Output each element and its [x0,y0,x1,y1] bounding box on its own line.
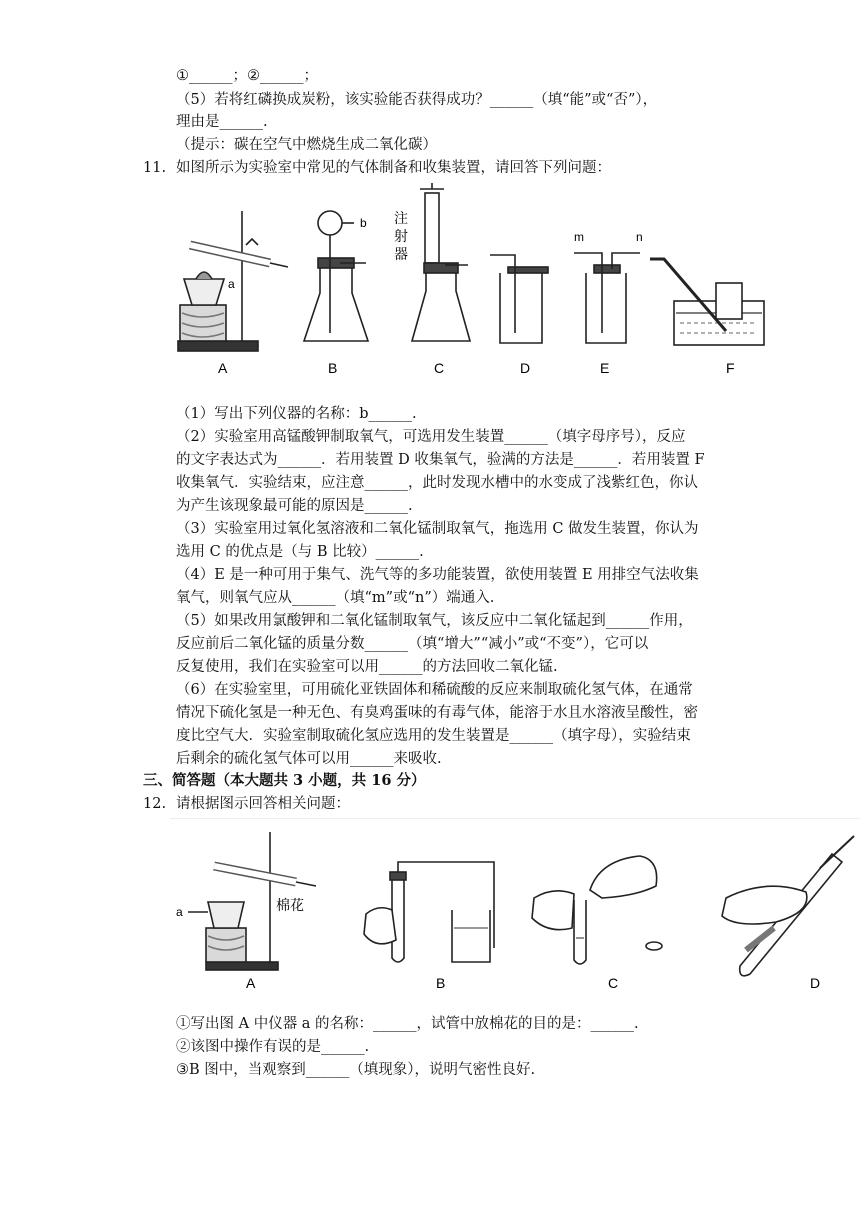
q11-line-4: 收集氧气．实验结束，应注意______，此时发现水槽中的水变成了浅紫红色，你认 [176,475,698,491]
q11-line-12: 反复使用，我们在实验室可以用______的方法回收二氧化锰. [176,659,558,675]
q11-line-1: （1）写出下列仪器的名称：b______. [176,406,417,422]
q12-b-delivery-tube [398,862,494,948]
q11-line-9: 氧气，则氧气应从______（填“m”或“n”）端通入. [176,590,495,606]
b-flask [304,263,368,341]
q11-line-15: 度比空气大．实验室制取硫化氢应选用的发生装置是______（填字母），实验结束 [176,728,691,744]
fig11-label-C: C [434,360,445,376]
a-stand-base [178,341,258,351]
q12-number: 12. [143,796,167,812]
q11-apparatus-figure [170,183,780,378]
q11-line-11: 反应前后二氧化锰的质量分数______（填“增大”“减小”或“不变”），它可以 [176,636,649,652]
q11-number: 11. [143,160,167,176]
q12-c-bottle [590,856,657,898]
q11-line-6: （3）实验室用过氧化氢溶液和二氧化锰制取氧气，拖选用 C 做发生装置，你认为 [176,521,699,537]
q10-reason-line: 理由是______. [176,114,268,130]
q11-line-14: 情况下硫化氢是一种无色、有臭鸡蛋味的有毒气体，能溶于水且水溶液呈酸性，密 [176,705,698,721]
q12-a-label: a [176,905,183,919]
c-syringe [425,193,439,263]
q12-line-2: ②该图中操作有误的是______. [176,1039,370,1055]
section3-title: 三、简答题（本大题共 3 小题，共 16 分） [143,772,426,789]
q12-c-test-tube [574,900,586,964]
q11-line-13: （6）在实验室里，可用硫化亚铁固体和稀硫酸的反应来制取硫化氢气体，在通常 [176,682,693,698]
q11-line-10: （5）如果改用氯酸钾和二氧化锰制取氧气，该反应中二氧化锰起到______作用， [176,613,693,629]
fig12-label-B: B [436,975,446,991]
b-funnel-bulb [318,211,342,235]
e-label-n: n [636,230,643,244]
q11-line-8: （4）E 是一种可用于集气、洗气等的多功能装置，欲使用装置 E 用排空气法收集 [176,567,699,583]
q12-b-beaker [452,910,490,962]
e-label-m: m [574,230,584,244]
q12-operations-figure [170,818,860,998]
q10-hint-line: （提示：碳在空气中燃烧生成二氧化碳） [176,137,437,153]
q12-b-hand [364,908,396,944]
fig11-label-D: D [520,360,531,376]
q12-line-3: ③B 图中，当观察到______（填现象），说明气密性良好. [176,1062,536,1078]
q11-stem: 如图所示为实验室中常见的气体制备和收集装置，请回答下列问题： [176,160,611,176]
fig11-label-A: A [218,360,228,376]
fig11-label-B: B [328,360,338,376]
q12-c-hand [532,891,574,930]
fig12-label-D: D [810,975,821,991]
q12-stem: 请根据图示回答相关问题： [176,796,350,812]
q10-part5-line: （5）若将红磷换成炭粉，该实验能否获得成功？______（填“能”或“否”）， [176,92,658,108]
a-alcohol-lamp [184,279,224,305]
q11-line-3: 的文字表达式为______．若用装置 D 收集氧气，验满的方法是______．若用装置 F [176,452,705,468]
e-bottle [586,273,626,343]
fig11-label-E: E [600,360,610,376]
q11-line-16: 后剩余的硫化氢气体可以用______来吸收. [176,751,442,767]
c-syringe-char-3: 器 [394,246,408,262]
c-syringe-char-1: 注 [394,210,408,226]
fig12-label-A: A [246,975,256,991]
b-label-b: b [360,216,367,230]
a-wood-block [180,305,226,341]
q12-line-1: ①写出图 A 中仪器 a 的名称：______，试管中放棉花的目的是：______. [176,1016,639,1032]
fig11-label-F: F [726,360,735,376]
f-jar [716,283,742,319]
q11-line-2: （2）实验室用高锰酸钾制取氧气，可选用发生装置______（填字母序号），反应 [176,429,686,445]
a-label-a: a [228,277,235,291]
q11-line-5: 为产生该现象最可能的原因是______. [176,498,413,514]
d-gas-jar [500,273,542,343]
q11-line-7: 选用 C 的优点是（与 B 比较）______. [176,544,424,560]
fig12-label-C: C [608,975,619,991]
q10-blank-line: ①______；②______； [176,68,318,84]
c-syringe-char-2: 射 [394,228,408,244]
c-flask [412,267,470,341]
q12-cotton-label: 棉花 [276,897,304,913]
